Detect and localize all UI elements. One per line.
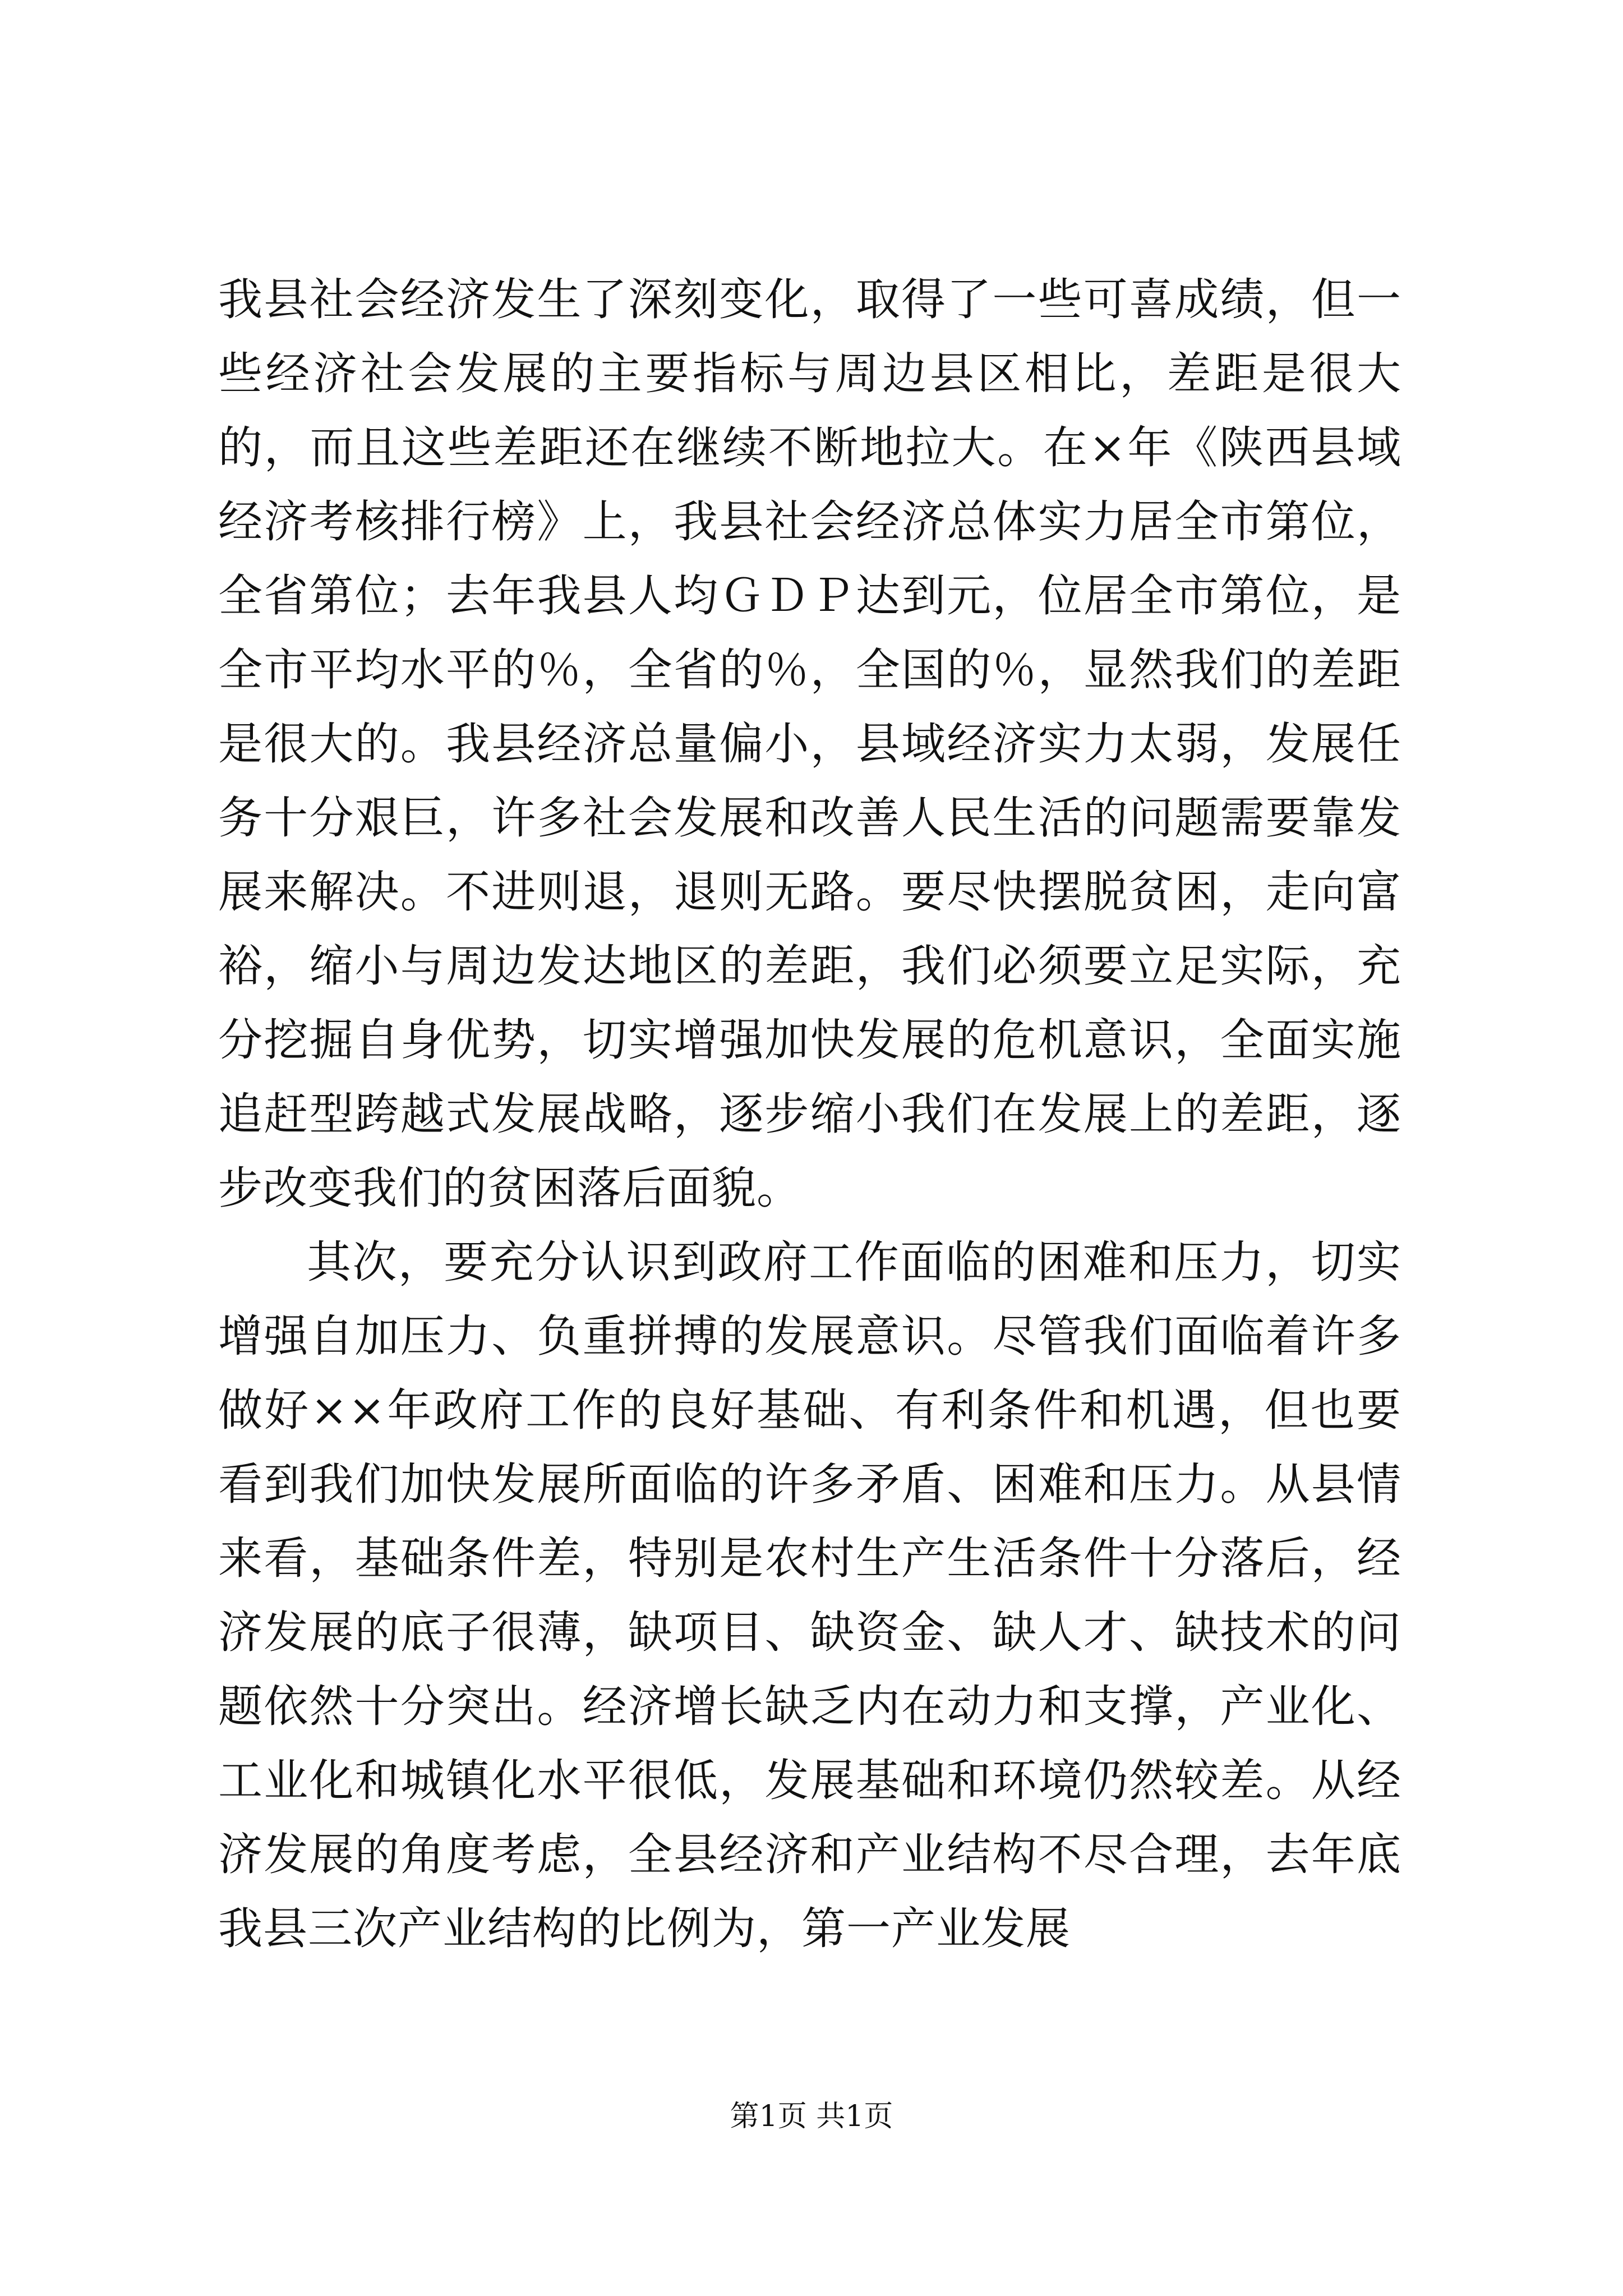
page-footer: 第1页 共1页 <box>730 2100 893 2133</box>
paragraph-continued: 我县社会经济发生了深刻变化，取得了一些可喜成绩，但一些经济社会发展的主要指标与周边县区相比，差距是很大的，而且这些差距还在继续不断地拉大。在×年《陕西县域经济考核排行榜》上，我县社会经济总体实力居全市第位，全省第位；去年我县人均ＧＤＰ达到元，位居全市第位，是全市平均水平的％，全省的％，全国的％，显然我们的差距是很大的。我县经济总量偏小，县域经济实力太弱，发展任务十分艰巨，许多社会发展和改善人民生活的问题需要靠发展来解决。不进则退，退则无路。要尽快摆脱贫困，走向富裕，缩小与周边发达地区的差距，我们必须要立足实际，充分挖掘自身优势，切实增强加快发展的危机意识，全面实施追赶型跨越式发展战略，逐步缩小我们在发展上的差距，逐步改变我们的贫困落后面貌。 <box>218 274 1401 1214</box>
body-text <box>218 263 1401 1966</box>
paragraph-second: 其次，要充分认识到政府工作面临的困难和压力，切实增强自加压力、负重拼搏的发展意识。尽管我们面临着许多做好××年政府工作的良好基础、有利条件和机遇，但也要看到我们加快发展所面临的许多矛盾、困难和压力。从县情来看，基础条件差，特别是农村生产生活条件十分落后，经济发展的底子很薄，缺项目、缺资金、缺人才、缺技术的问题依然十分突出。经济增长缺乏内在动力和支撑，产业化、工业化和城镇化水平很低，发展基础和环境仍然较差。从经济发展的角度考虑，全县经济和产业结构不尽合理，去年底我县三次产业结构的比例为，第一产业发展 <box>218 1236 1401 1954</box>
